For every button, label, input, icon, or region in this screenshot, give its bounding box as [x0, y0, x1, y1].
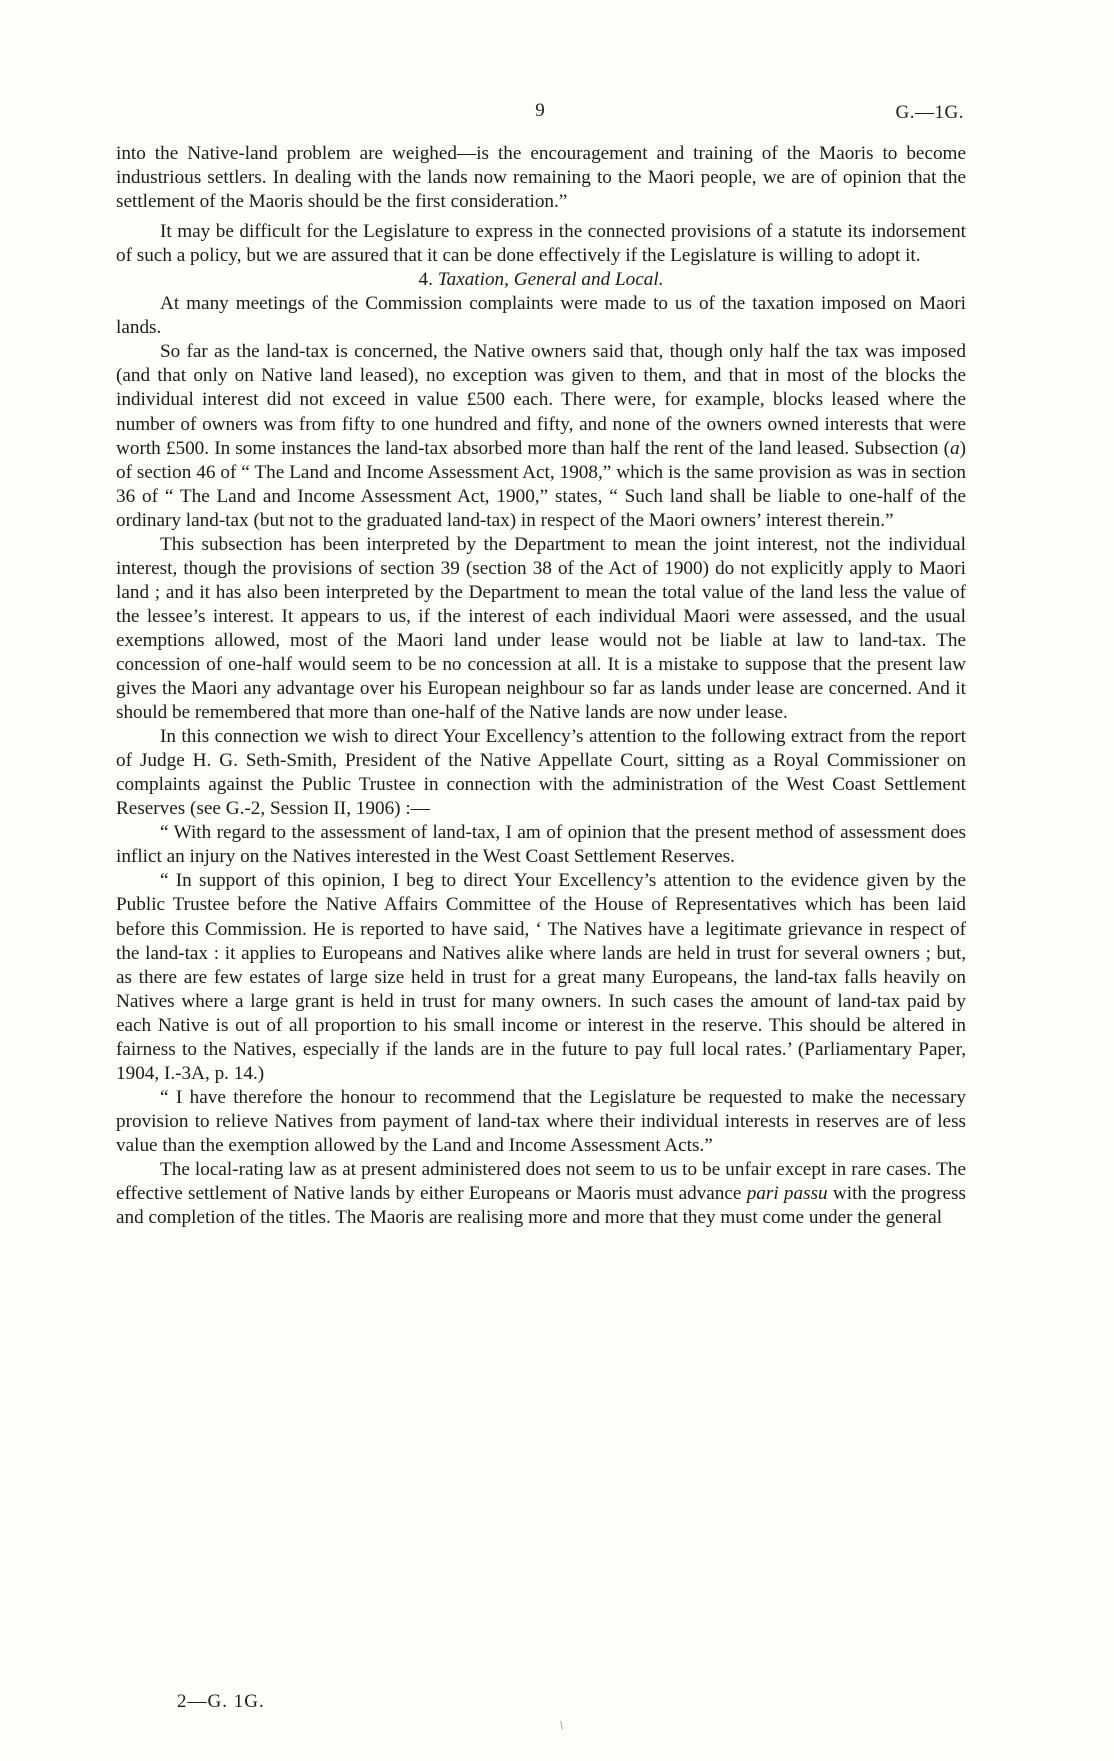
- quote-public-trustee-evidence: “ In support of this opinion, I beg to direct Your Excellency’s attention to the evidence given by the Public Trustee before the Native Affairs Committee of the House of Representatives which has been laid before this Commission. He is reported to have said, ‘ The Natives have a legitimate grievance in respect of the land-tax : it applies to Europeans and Natives alike where lands are held in trust for several owners ; but, as there are few estates of large size held in trust for a great many Europeans, the land-tax falls heavily on Natives where a large grant is held in trust for many owners. In such cases the amount of land-tax paid by each Native is out of all proportion to his small income or interest in the reserve. This should be altered in fairness to the Natives, especially if the lands are in the future to pay full local rates.’ (Parliamentary Paper, 1904, I.-3A, p. 14.): [116, 870, 966, 1084]
- paragraph-land-tax: So far as the land-tax is concerned, the Native owners said that, though only half the tax was imposed (and that only on Native land leased), no exception was given to them, and that in most of the blocks the individual interest did not exceed in value £500 each. There were, for example, blocks leased where the number of owners was from fifty to one hundred and fifty, and none of the owners owned interests that were worth £500. In some instances the land-tax absorbed more than half the rent of the land leased. Subsection (a) of section 46 of “ The Land and Income Assessment Act, 1908,” which is the same provision as was in section 36 of “ The Land and Income Assessment Act, 1900,” states, “ Such land shall be liable to one-half of the ordinary land-tax (but not to the graduated land-tax) in respect of the Maori owners’ interest therein.”: [116, 341, 966, 531]
- paragraph-local-rating: The local-rating law as at present administered does not seem to us to be unfair except in rare cases. The effective settlement of Native lands by either Europeans or Maoris must advance pari passu with the progress and completion of the titles. The Maoris are realising more and more that they must come under the general: [116, 1158, 966, 1229]
- paragraph-interpretation: This subsection has been interpreted by the Department to mean the joint interest, not the individual interest, though the provisions of section 39 (section 38 of the Act of 1900) do not explicitly apply to Maori land ; and it has also been interpreted by the Department to mean the total value of the land less the value of the lessee’s interest. It appears to us, if the interest of each individual Maori were assessed, and the usual exemptions allowed, most of the Maori land under lease would not be liable at law to land-tax. The concession of one-half would seem to be no concession at all. It is a mistake to suppose that the present law gives the Maori any advantage over his European neighbour so far as lands under lease are concerned. And it should be remembered that more than one-half of the Native lands are now under lease.: [116, 533, 966, 724]
- document-body: [116, 142, 966, 1230]
- section-number: 4.: [418, 269, 433, 291]
- paragraph-legislature: It may be difficult for the Legislature to express in the connected provisions of a statute its indorsement of such a policy, but we are assured that it can be done effectively if the Legislature is willing to adopt it.: [116, 221, 966, 267]
- page-number: 9: [535, 100, 545, 121]
- paragraph-continuation: into the Native-land problem are weighed—is the encouragement and training of the Maoris to become industrious settlers. In dealing with the lands now remaining to the Maori people, we are of opinion that the settlement of the Maoris should be the first consideration.”: [116, 143, 966, 213]
- stray-mark-decoration: /: [556, 1718, 567, 1732]
- paragraph-seth-smith-extract: In this connection we wish to direct Your Excellency’s attention to the following extract from the report of Judge H. G. Seth-Smith, President of the Native Appellate Court, sitting as a Royal Commissioner on complaints against the Public Trustee in connection with the administration of the West Coast Settlement Reserves (see G.-2, Session II, 1906) :—: [116, 726, 966, 820]
- paragraph-taxation-complaints: At many meetings of the Commission complaints were made to us of the taxation imposed on Maori lands.: [116, 293, 966, 339]
- signature-mark: 2—G. 1G.: [177, 1691, 265, 1712]
- page-header: [116, 100, 964, 126]
- quote-recommendation: “ I have therefore the honour to recommend that the Legislature be requested to make the necessary provision to relieve Natives from payment of land-tax where their individual interests in reserves are of less value than the exemption allowed by the Land and Income Assessment Acts.”: [116, 1086, 966, 1156]
- document-reference: G.—1G.: [895, 102, 964, 123]
- section-title-text: Taxation, General and Local.: [437, 269, 664, 291]
- quote-assessment-opinion: “ With regard to the assessment of land-tax, I am of opinion that the present method of assessment does inflict an injury on the Natives interested in the West Coast Settlement Reserves.: [116, 822, 966, 868]
- section-heading: [116, 268, 966, 292]
